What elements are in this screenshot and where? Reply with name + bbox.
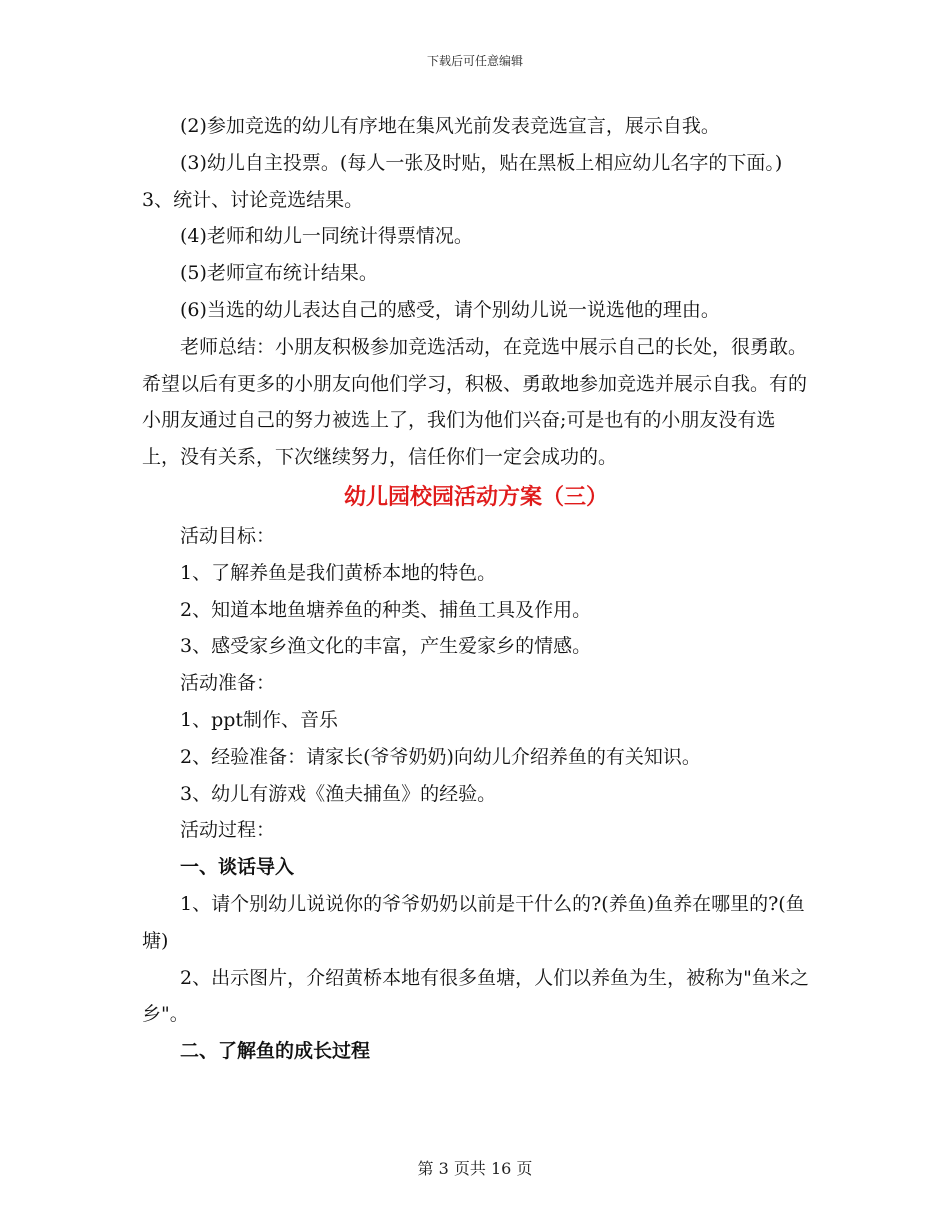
paragraph: 活动过程：: [180, 819, 276, 842]
paragraph: 1、ppt制作、音乐: [180, 708, 339, 731]
subheading: 一、谈话导入: [180, 856, 295, 879]
paragraph: (5)老师宣布统计结果。: [180, 262, 378, 285]
paragraph: 2、经验准备：请家长(爷爷奶奶)向幼儿介绍养鱼的有关知识。: [180, 745, 701, 768]
subheading: 二、了解鱼的成长过程: [180, 1040, 371, 1063]
document-body: [142, 108, 810, 1070]
paragraph: (3)幼儿自主投票。(每人一张及时贴，贴在黑板上相应幼儿名字的下面。)3、统计、讨论竞选结果。: [142, 151, 783, 211]
paragraph: (6)当选的幼儿表达自己的感受，请个别幼儿说一说选他的理由。: [180, 298, 720, 321]
paragraph: 1、了解养鱼是我们黄桥本地的特色。: [180, 561, 497, 584]
paragraph: 1、请个别幼儿说说你的爷爷奶奶以前是干什么的?(养鱼)鱼养在哪里的?(鱼塘): [142, 892, 805, 952]
page-footer: 第 3 页共 16 页: [417, 1159, 533, 1178]
paragraph: (2)参加竞选的幼儿有序地在集风光前发表竞选宣言，展示自我。: [180, 115, 720, 137]
paragraph: 活动目标：: [180, 524, 276, 547]
paragraph: 2、出示图片，介绍黄桥本地有很多鱼塘，人们以养鱼为生，被称为"鱼米之乡"。: [142, 966, 809, 1026]
paragraph: 活动准备：: [180, 672, 276, 695]
page-header: 下载后可任意编辑: [426, 54, 523, 68]
paragraph: (4)老师和幼儿一同统计得票情况。: [180, 225, 473, 248]
paragraph: 2、知道本地鱼塘养鱼的种类、捕鱼工具及作用。: [180, 598, 592, 621]
paragraph: 3、感受家乡渔文化的丰富，产生爱家乡的情感。: [180, 635, 592, 658]
paragraph: 3、幼儿有游戏《渔夫捕鱼》的经验。: [180, 782, 497, 805]
paragraph: 老师总结：小朋友积极参加竞选活动，在竞选中展示自己的长处，很勇敢。希望以后有更多的小朋友向他们学习，积极、勇敢地参加竞选并展示自我。有的小朋友通过自己的努力被选上了，我们为他们兴奋;可是也有的小朋友没有选上，没有关系，下次继续努力，信任你们一定会成功的。: [142, 335, 808, 469]
section-title: 幼儿园校园活动方案（三）: [343, 483, 608, 510]
